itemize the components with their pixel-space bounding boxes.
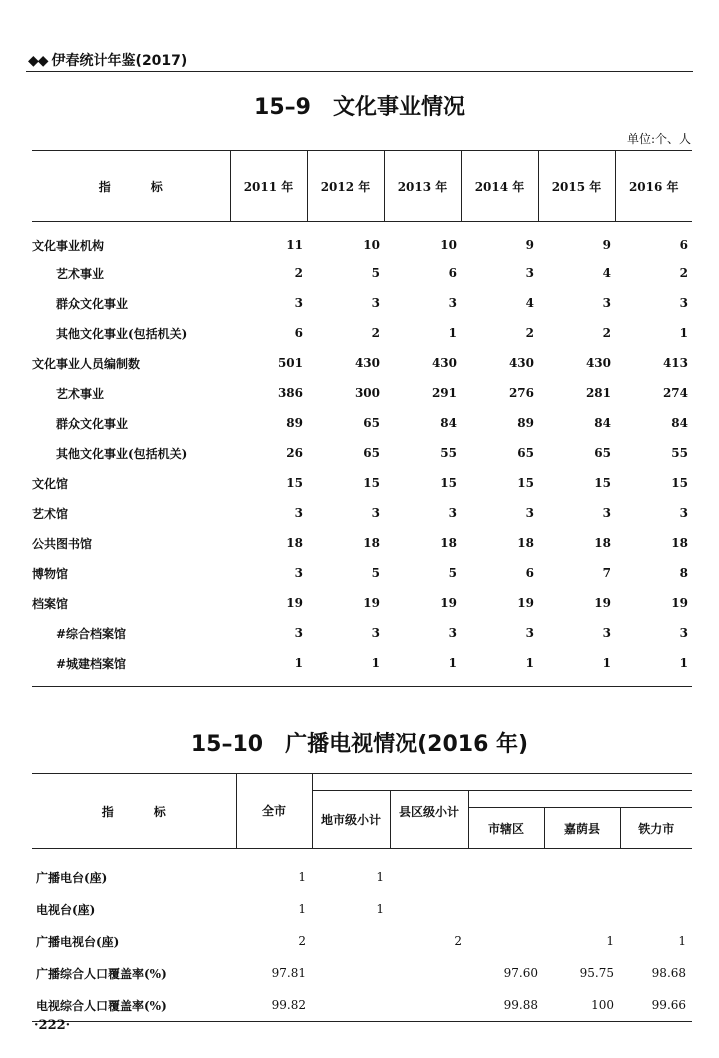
row-label: 文化事业机构	[32, 238, 105, 253]
cell-value: 430	[585, 356, 611, 370]
table-row	[32, 989, 692, 1022]
year-header: 2011 年	[230, 151, 307, 222]
header-dishiji: 地市级小计	[312, 791, 390, 849]
indicator-header: 指标	[32, 151, 230, 222]
table-row	[32, 222, 692, 259]
cell-value: 430	[508, 356, 534, 370]
cell-value: 97.81	[271, 966, 306, 980]
cell-value: 300	[354, 386, 380, 400]
year-header: 2016 年	[615, 151, 692, 222]
cell-value: 18	[671, 536, 688, 550]
cell-value	[620, 893, 692, 925]
cell-value: 3	[602, 296, 611, 310]
row-label: 电视综合人口覆盖率(%)	[32, 989, 236, 1022]
year-header: 2014 年	[461, 151, 538, 222]
table-row	[32, 378, 692, 408]
cell-value: 3	[679, 296, 688, 310]
table-row	[32, 893, 692, 925]
table-row	[32, 648, 692, 687]
cell-value: 100	[544, 989, 620, 1022]
table-row	[32, 468, 692, 498]
cell-value: 430	[431, 356, 457, 370]
year-header: 2012 年	[307, 151, 384, 222]
row-label: 群众文化事业	[56, 296, 129, 311]
cell-value: 3	[448, 296, 457, 310]
header-sub-col: 市辖区	[468, 808, 544, 849]
cell-value: 10	[440, 238, 457, 252]
row-label: 广播综合人口覆盖率(%)	[36, 966, 167, 981]
cell-value: 15	[517, 476, 534, 490]
cell-value: 3	[525, 506, 534, 520]
cell-value: 6	[525, 566, 534, 580]
broadcast-table	[32, 773, 692, 1022]
cell-value: 430	[354, 356, 380, 370]
cell-value: 3	[679, 506, 688, 520]
cell-value: 2	[525, 326, 534, 340]
cell-value: 55	[440, 446, 457, 460]
cell-value: 2	[294, 266, 303, 280]
year-header: 2015 年	[538, 151, 615, 222]
row-label: 艺术馆	[32, 506, 69, 521]
row-label: 艺术事业	[56, 386, 105, 401]
cell-value: 3	[525, 626, 534, 640]
cell-value: 89	[286, 416, 303, 430]
cell-value: 95.75	[579, 966, 614, 980]
cell-value: 1	[230, 648, 307, 687]
cell-value: 15	[286, 476, 303, 490]
indicator-header: 指标	[32, 774, 236, 849]
table-row	[32, 558, 692, 588]
cell-value	[312, 957, 390, 989]
cell-value: 276	[508, 386, 534, 400]
row-label: #综合档案馆	[56, 626, 127, 641]
cell-value: 3	[448, 626, 457, 640]
table-row	[32, 528, 692, 558]
cell-value: 97.60	[503, 966, 538, 980]
cell-value: 15	[440, 476, 457, 490]
cell-value	[390, 849, 468, 894]
table-row	[32, 438, 692, 468]
cell-value: 1	[448, 326, 457, 340]
cell-value: 501	[277, 356, 303, 370]
row-label: 文化馆	[32, 476, 69, 491]
header-sub-col: 铁力市	[620, 808, 692, 849]
cell-value: 10	[363, 238, 380, 252]
cell-value: 274	[662, 386, 688, 400]
cell-value	[312, 925, 390, 957]
cell-value: 84	[440, 416, 457, 430]
cell-value: 15	[363, 476, 380, 490]
cell-value: 1	[678, 934, 687, 948]
cell-value: 65	[517, 446, 534, 460]
cell-value: 84	[594, 416, 611, 430]
cell-value: 3	[294, 296, 303, 310]
table2-title	[0, 727, 719, 758]
table2-title-text: 广播电视情况(2016 年)	[285, 732, 529, 757]
cell-value: 3	[294, 566, 303, 580]
table-row	[32, 588, 692, 618]
cell-value: 1	[461, 648, 538, 687]
row-label: 博物馆	[32, 566, 69, 581]
yearbook-title: 伊春统计年鉴(2017)	[51, 53, 188, 69]
header-sub-col: 嘉荫县	[544, 808, 620, 849]
cell-value: 18	[363, 536, 380, 550]
cell-value: 18	[286, 536, 303, 550]
cell-value: 9	[525, 238, 534, 252]
header-xianquji: 县区级小计	[390, 791, 468, 849]
table-row	[32, 618, 692, 648]
header-quanshi: 全市	[236, 774, 312, 849]
cell-value: 5	[448, 566, 457, 580]
table-row	[32, 288, 692, 318]
table1-title	[0, 90, 719, 121]
cell-value: 1	[538, 648, 615, 687]
cell-value: 3	[602, 506, 611, 520]
cell-value: 413	[662, 356, 688, 370]
cell-value: 89	[517, 416, 534, 430]
cell-value: 3	[602, 626, 611, 640]
cell-value: 5	[371, 566, 380, 580]
cell-value: 3	[371, 506, 380, 520]
cell-value: 99.82	[236, 989, 312, 1022]
row-label: 群众文化事业	[56, 416, 129, 431]
row-label: #城建档案馆	[32, 648, 230, 687]
table-row	[32, 258, 692, 288]
row-label: 广播电视台(座)	[36, 934, 120, 949]
table-row	[32, 957, 692, 989]
table-row	[32, 498, 692, 528]
cell-value: 98.68	[651, 966, 687, 980]
cell-value: 15	[671, 476, 688, 490]
cell-value: 1	[384, 648, 461, 687]
cell-value: 6	[448, 266, 457, 280]
culture-table	[32, 150, 692, 687]
cell-value: 4	[602, 266, 611, 280]
row-label: 电视台(座)	[36, 902, 96, 917]
cell-value: 6	[294, 326, 303, 340]
cell-value	[390, 989, 468, 1022]
cell-value: 2	[454, 934, 462, 948]
cell-value: 4	[525, 296, 534, 310]
cell-value	[468, 849, 544, 894]
cell-value: 15	[594, 476, 611, 490]
cell-value: 3	[294, 626, 303, 640]
cell-value: 7	[602, 566, 611, 580]
cell-value: 18	[594, 536, 611, 550]
cell-value: 6	[679, 238, 688, 252]
cell-value: 26	[286, 446, 303, 460]
cell-value: 1	[298, 870, 306, 884]
table-row	[32, 925, 692, 957]
cell-value	[544, 849, 620, 894]
cell-value: 65	[363, 416, 380, 430]
cell-value	[390, 957, 468, 989]
row-label: 广播电台(座)	[36, 870, 108, 885]
cell-value	[390, 893, 468, 925]
page-number: ·222·	[34, 1018, 71, 1033]
running-head	[28, 50, 187, 70]
cell-value: 99.66	[620, 989, 692, 1022]
row-label: 文化事业人员编制数	[32, 356, 141, 371]
cell-value: 3	[371, 296, 380, 310]
cell-value	[620, 849, 692, 894]
table-row	[32, 318, 692, 348]
cell-value: 281	[585, 386, 611, 400]
cell-value: 3	[525, 266, 534, 280]
cell-value: 3	[448, 506, 457, 520]
table2-number: 15–10	[190, 732, 264, 757]
cell-value: 19	[286, 596, 303, 610]
cell-value: 19	[363, 596, 380, 610]
cell-value: 1	[606, 934, 614, 948]
cell-value: 65	[363, 446, 380, 460]
table1-unit: 单位:个、人	[626, 132, 691, 146]
cell-value: 19	[594, 596, 611, 610]
cell-value: 1	[298, 902, 306, 916]
cell-value: 11	[286, 238, 303, 252]
cell-value: 1	[376, 902, 384, 916]
cell-value: 3	[371, 626, 380, 640]
cell-value: 18	[440, 536, 457, 550]
year-header: 2013 年	[384, 151, 461, 222]
cell-value: 2	[679, 266, 688, 280]
cell-value: 5	[371, 266, 380, 280]
cell-value: 2	[602, 326, 611, 340]
table-row	[32, 849, 692, 894]
cell-value: 84	[671, 416, 688, 430]
cell-value: 386	[277, 386, 303, 400]
cell-value: 18	[517, 536, 534, 550]
row-label: 公共图书馆	[32, 536, 93, 551]
cell-value: 2	[298, 934, 306, 948]
cell-value: 99.88	[468, 989, 544, 1022]
cell-value: 291	[431, 386, 457, 400]
table-row	[32, 408, 692, 438]
cell-value: 19	[440, 596, 457, 610]
cell-value: 1	[615, 648, 692, 687]
cell-value: 1	[307, 648, 384, 687]
cell-value: 55	[671, 446, 688, 460]
table-row	[32, 348, 692, 378]
header-rule	[26, 71, 693, 72]
cell-value: 19	[671, 596, 688, 610]
cell-value: 19	[517, 596, 534, 610]
row-label: 其他文化事业(包括机关)	[56, 446, 188, 461]
cell-value: 3	[294, 506, 303, 520]
table1-number: 15–9	[254, 95, 311, 120]
row-label: 其他文化事业(包括机关)	[56, 326, 188, 341]
cell-value: 65	[594, 446, 611, 460]
table1-title-text: 文化事业情况	[332, 95, 465, 120]
row-label: 档案馆	[32, 596, 69, 611]
cell-value: 3	[679, 626, 688, 640]
cell-value	[312, 989, 390, 1022]
cell-value: 8	[679, 566, 688, 580]
row-label: 艺术事业	[56, 266, 105, 281]
diamond-icon: ◆◆	[28, 53, 48, 69]
cell-value: 2	[371, 326, 380, 340]
cell-value	[468, 893, 544, 925]
cell-value: 1	[376, 870, 384, 884]
cell-value: 9	[602, 238, 611, 252]
cell-value	[544, 893, 620, 925]
table1-header-row	[32, 151, 692, 222]
cell-value	[468, 925, 544, 957]
cell-value: 1	[679, 326, 688, 340]
